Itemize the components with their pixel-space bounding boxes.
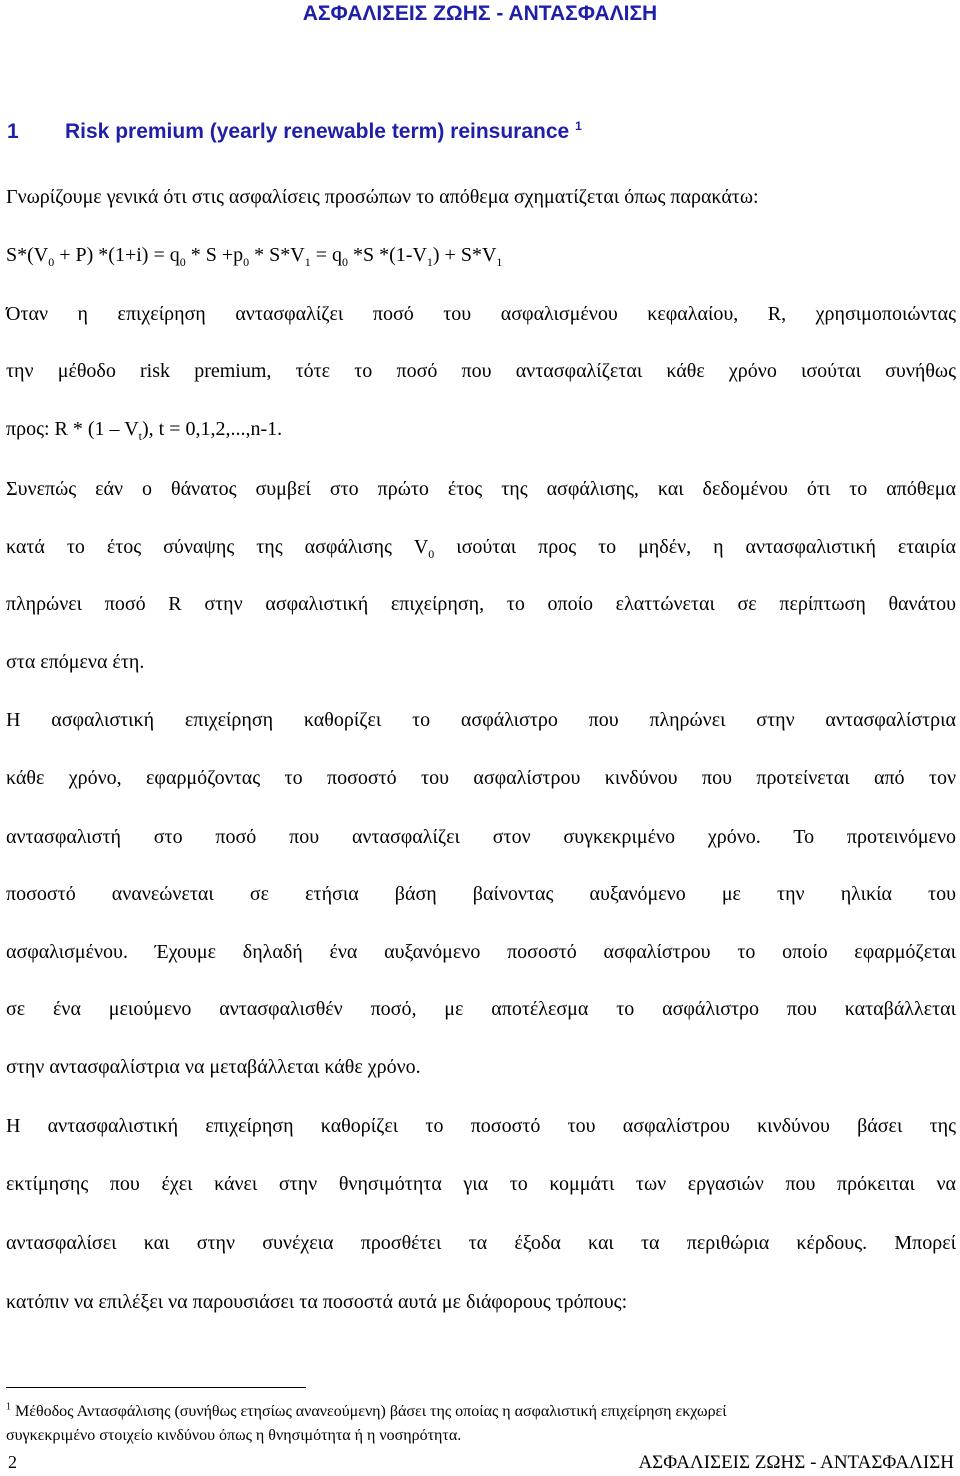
- paragraph-line: την μέθοδο risk premium, τότε το ποσό που αντασφαλίζεται κάθε χρόνο ισούται συνήθως: [6, 360, 956, 382]
- reserve-formula: $S*(V_0 + P) *(1+i) = q_0 * S +p_0 * S*V_1 = q_0$ *S $*(1-V_1) + S*V_1$: [6, 244, 503, 269]
- footnote-marker: 1: [6, 1401, 11, 1413]
- footnote-reference[interactable]: 1: [575, 119, 582, 133]
- paragraph-line: κατά το έτος σύναψης της ασφάλισης $V_0$ ισούται προς το μηδέν, η αντασφαλιστική εταιρία: [6, 536, 957, 561]
- footer-title: ΑΣΦΑΛΙΣΕΙΣ ΖΩΗΣ - ΑΝΤΑΣΦΑΛΙΣΗ: [638, 1452, 954, 1473]
- paragraph-line: προς: R * $(1 - V_t)$, t = 0,1,2,...,n-1.: [6, 418, 283, 443]
- section-number: 1: [7, 120, 19, 143]
- section-title-text: Risk premium (yearly renewable term) reinsurance: [65, 120, 570, 143]
- paragraph-line: ποσοστό ανανεώνεται σε ετήσια βάση βαίνοντας αυξανόμενο με την ηλικία του: [6, 883, 956, 905]
- paragraph-line: Η ασφαλιστική επιχείρηση καθορίζει το ασφάλιστρο που πληρώνει στην αντασφαλίστρια: [6, 709, 956, 731]
- footnote-line: $^1$ Μέθοδος Αντασφάλισης (συνήθως ετησίως ανανεούμενη) βάσει της οποίας η ασφαλιστική επιχείρηση εκχωρεί: [6, 1401, 727, 1420]
- page-header-title: ΑΣΦΑΛΙΣΕΙΣ ΖΩΗΣ - ΑΝΤΑΣΦΑΛΙΣΗ: [302, 2, 658, 25]
- footnote-line: συγκεκριμένο στοιχείο κινδύνου όπως η θνησιμότητα ή η νοσηρότητα.: [6, 1427, 462, 1444]
- paragraph-line: σε ένα μειούμενο αντασφαλισθέν ποσό, με αποτέλεσμα το ασφάλιστρο που καταβάλλεται: [6, 998, 956, 1020]
- paragraph-line: Η αντασφαλιστική επιχείρηση καθορίζει το ποσοστό του ασφαλίστρου κινδύνου βάσει της: [6, 1115, 956, 1137]
- paragraph-line: Συνεπώς εάν ο θάνατος συμβεί στο πρώτο έτος της ασφάλισης, και δεδομένου ότι το απόθεμα: [6, 478, 956, 500]
- paragraph-line: πληρώνει ποσό R στην ασφαλιστική επιχείρηση, το οποίο ελαττώνεται σε περίπτωση θανάτου: [6, 593, 956, 615]
- footnote-separator: [6, 1387, 306, 1388]
- paragraph-line: ασφαλισμένου. Έχουμε δηλαδή ένα αυξανόμενο ποσοστό ασφαλίστρου το οποίο εφαρμόζεται: [6, 941, 956, 963]
- paragraph-line: στην αντασφαλίστρια να μεταβάλλεται κάθε χρόνο.: [6, 1056, 421, 1078]
- paragraph-line: κάθε χρόνο, εφαρμόζοντας το ποσοστό του ασφαλίστρου κινδύνου που προτείνεται από τον: [6, 767, 956, 789]
- section-heading: [7, 120, 582, 144]
- paragraph-line: στα επόμενα έτη.: [6, 651, 145, 673]
- paragraph-line: αντασφαλιστή στο ποσό που αντασφαλίζει στον συγκεκριμένο χρόνο. Το προτεινόμενο: [6, 826, 956, 848]
- paragraph-line: αντασφαλίσει και στην συνέχεια προσθέτει τα έξοδα και τα περιθώρια κέρδους. Μπορεί: [6, 1232, 956, 1254]
- paragraph-line: κατόπιν να επιλέξει να παρουσιάσει τα ποσοστά αυτά με διάφορους τρόπους:: [6, 1291, 628, 1313]
- page-number: 2: [8, 1452, 17, 1472]
- paragraph-line: εκτίμησης που έχει κάνει στην θνησιμότητα για το κομμάτι των εργασιών που πρόκειται να: [6, 1173, 956, 1195]
- paragraph-line: Όταν η επιχείρηση αντασφαλίζει ποσό του ασφαλισμένου κεφαλαίου, R, χρησιμοποιώντας: [6, 303, 956, 325]
- intro-paragraph: Γνωρίζουμε γενικά ότι στις ασφαλίσεις προσώπων το απόθεμα σχηματίζεται όπως παρακάτω:: [6, 186, 759, 208]
